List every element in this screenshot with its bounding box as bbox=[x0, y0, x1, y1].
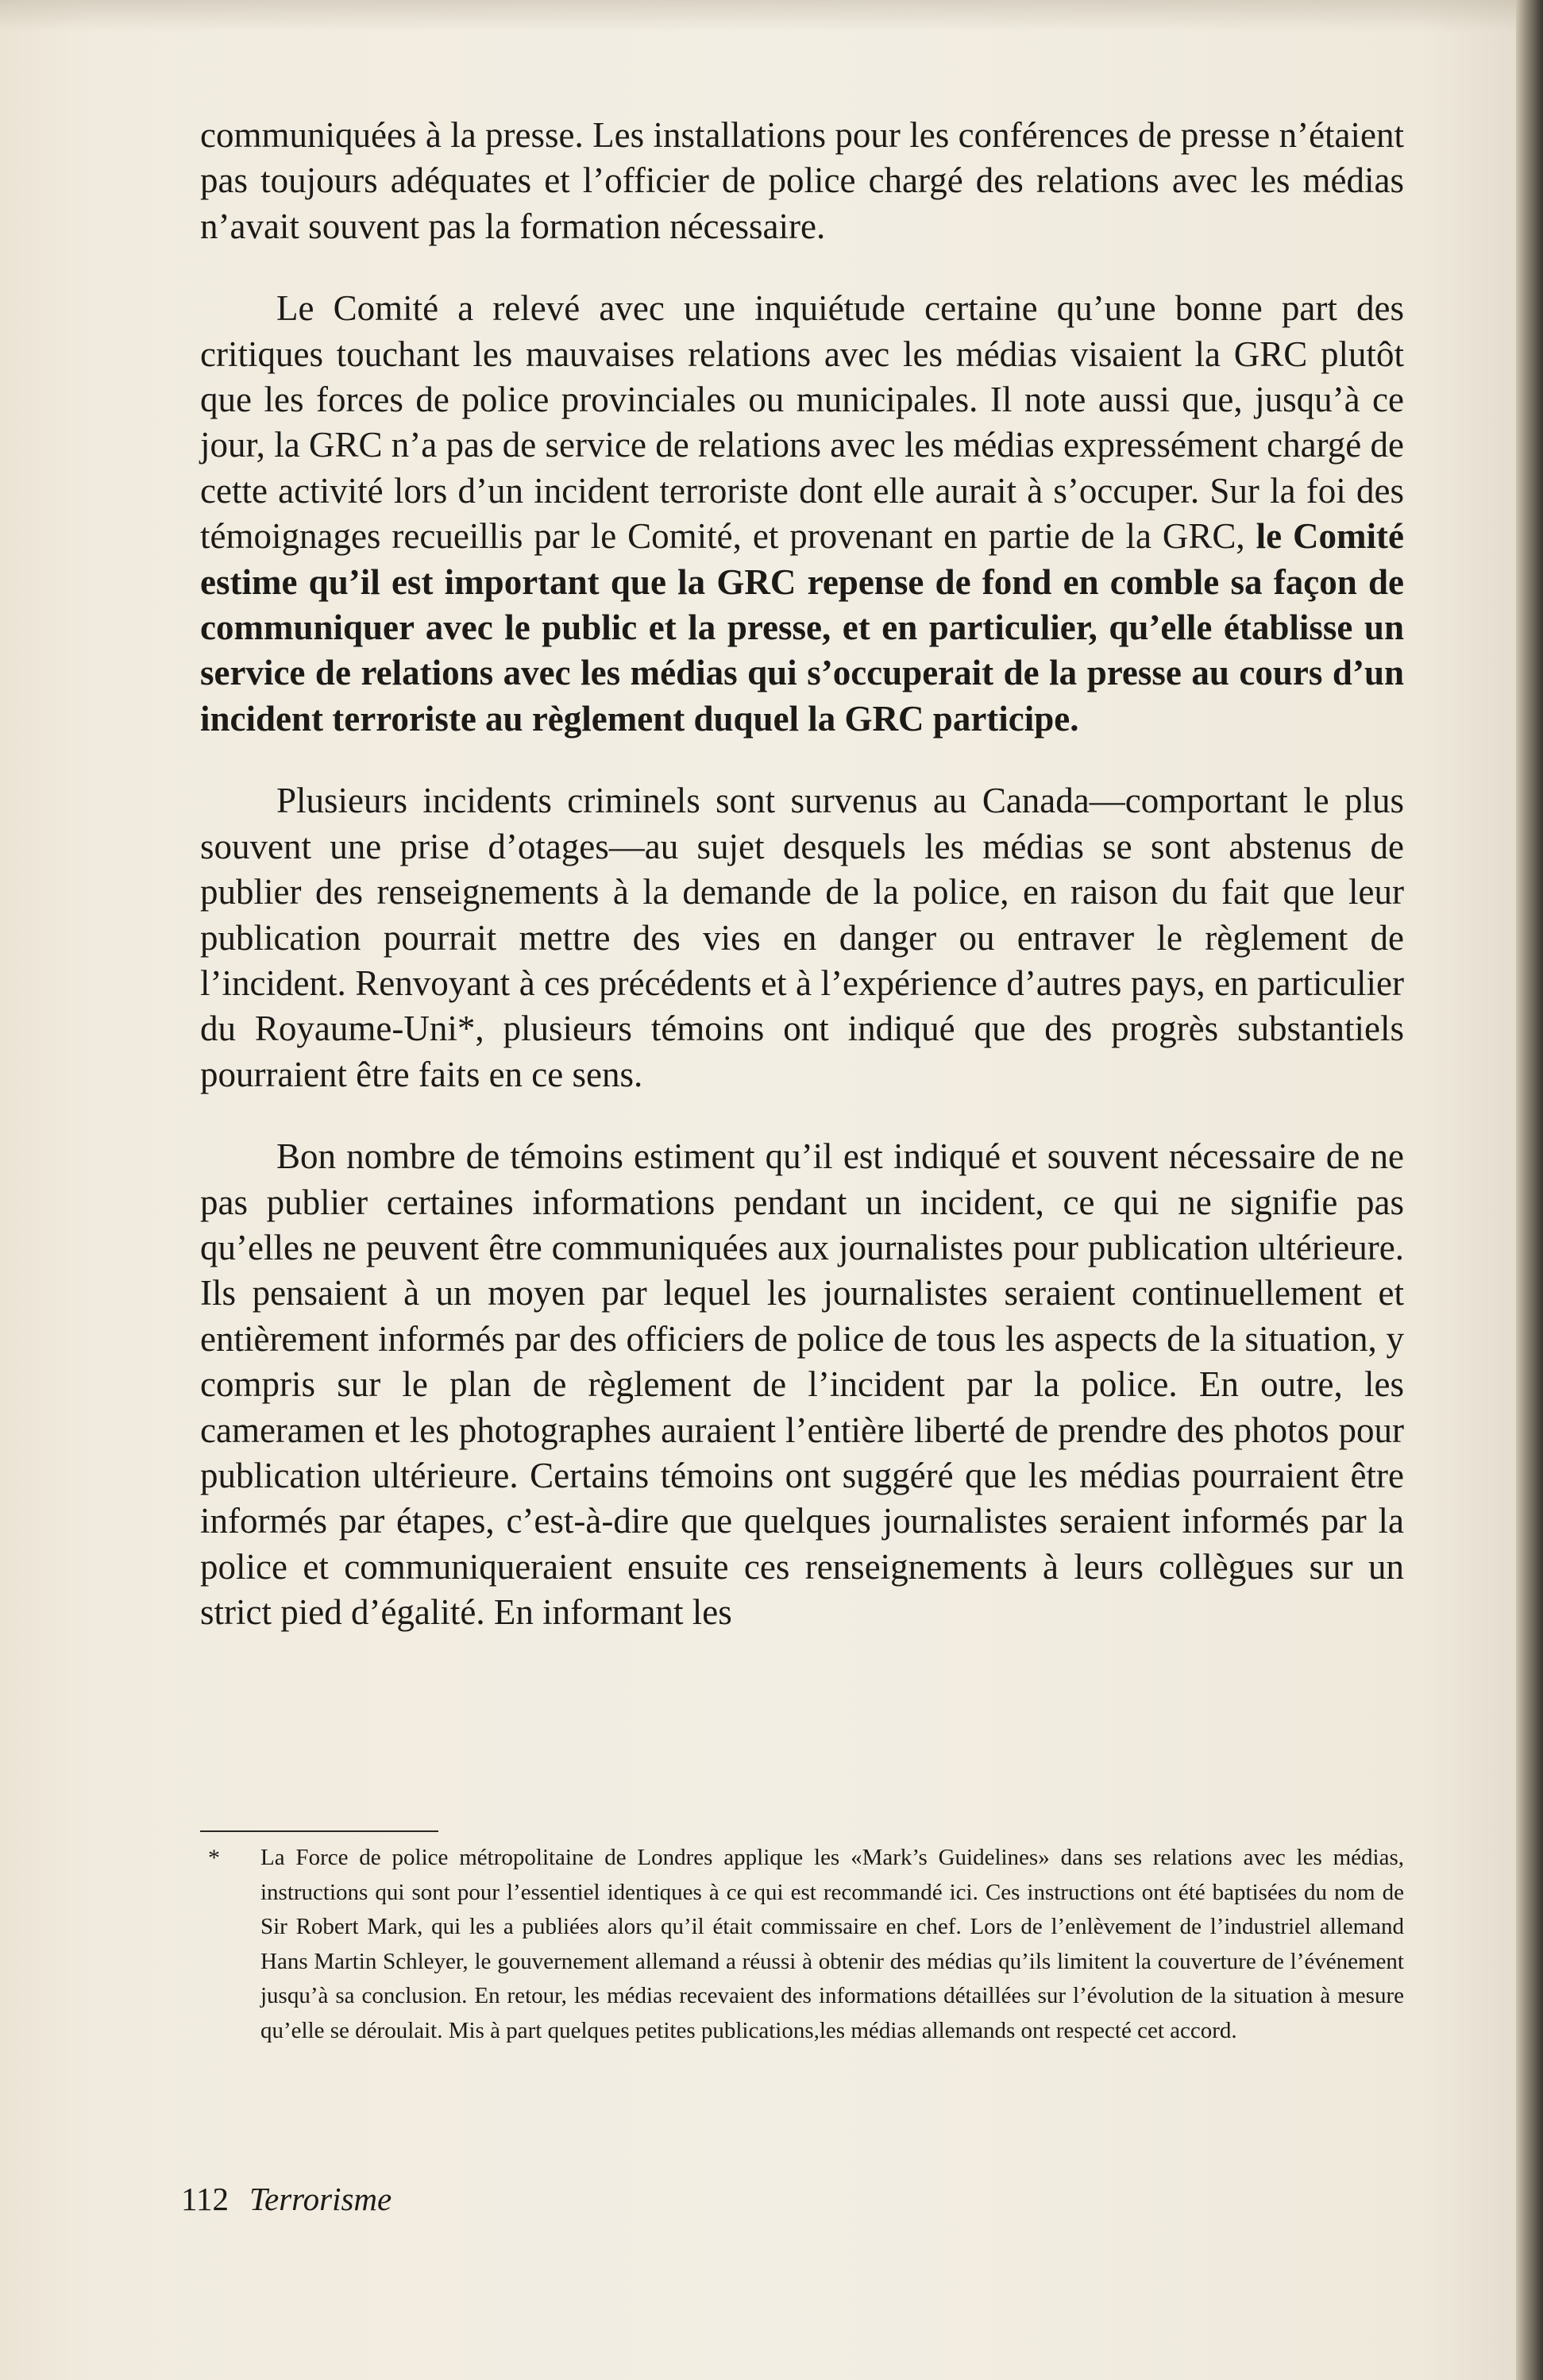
paragraph-2-bold-recommendation: le Comité estime qu’il est important que la GRC repense de fond en comble sa façon de communiquer avec le public et la presse, et en particulier, qu’elle établisse un service de relations avec les médias qui s’occuperait de la presse au cours d’un incident terroriste au règlement duquel la GRC participe. bbox=[200, 516, 1405, 739]
paragraph-3: Plusieurs incidents criminels sont survenus au Canada—comportant le plus souvent une prise d’otages—au sujet desquels les médias se sont abstenus de publier des renseignements à la demande de la police, en raison du fait que leur publication pourrait mettre des vies en danger ou entraver le règlement de l’incident. Renvoyant à ces précédents et à l’expérience d’autres pays, en particulier du Royaume-Uni*, plusieurs témoins ont indiqué que des progrès substantiels pourraient être faits en ce sens. bbox=[200, 781, 1404, 1094]
paragraph-2 bbox=[200, 286, 1404, 742]
page-top-shadow bbox=[0, 0, 1543, 32]
paragraph-2-plain: Le Comité a relevé avec une inquiétude certaine qu’une bonne part des critiques touchant les mauvaises relations avec les médias visaient la GRC plutôt que les forces de police provinciales ou municipales. Il note aussi que, jusqu’à ce jour, la GRC n’a pas de service de relations avec les médias expressément chargé de cette activité lors d’un incident terroriste dont elle aurait à s’occuper. Sur la foi des témoignages recueillis par le Comité, et provenant en partie de la GRC, bbox=[200, 288, 1404, 557]
footnote bbox=[200, 1841, 1404, 2049]
footnote-divider bbox=[200, 1830, 438, 1832]
paragraph-4: Bon nombre de témoins estiment qu’il est indiqué et souvent nécessaire de ne pas publier certaines informations pendant un incident, ce qui ne signifie pas qu’elles ne peuvent être communiquées aux journalistes pour publication ultérieure. Ils pensaient à un moyen par lequel les journalistes seraient continuellement et entièrement informés par des officiers de police de tous les aspects de la situation, y compris sur le plan de règlement de l’incident par la police. En outre, les cameramen et les photographes auraient l’entière liberté de prendre des photos pour publication ultérieure. Certains témoins ont suggéré que les médias pourraient être informés par étapes, c’est-à-dire que quelques journalistes seraient informés par la police et communiqueraient ensuite ces renseignements à leurs collègues sur un strict pied d’égalité. En informant les bbox=[200, 1136, 1404, 1633]
footnote-marker: * bbox=[208, 1845, 220, 1871]
paragraph-1: communiquées à la presse. Les installations pour les conférences de presse n’étaient pas toujours adéquates et l’officier de police chargé des relations avec les médias n’avait souvent pas la formation nécessaire. bbox=[200, 115, 1404, 246]
body-text bbox=[200, 113, 1404, 1672]
running-title: Terrorisme bbox=[249, 2181, 392, 2217]
page-binding-edge bbox=[1516, 0, 1543, 2380]
footnote-text: La Force de police métropolitaine de Londres applique les «Mark’s Guidelines» dans ses relations avec les médias, instructions qui sont pour l’essentiel identiques à ce qui est recommandé ici. Ces instructions ont été baptisées du nom de Sir Robert Mark, qui les a publiées alors qu’il était commissaire en chef. Lors de l’enlèvement de l’industriel allemand Hans Martin Schleyer, le gouvernement allemand a réussi à obtenir des médias qu’ils limitent la couverture de l’événement jusqu’à sa conclusion. En retour, les médias recevaient des informations détaillées sur l’évolution de la situation à mesure qu’elle se déroulait. Mis à part quelques petites publications,les médias allemands ont respecté cet accord. bbox=[260, 1845, 1404, 2043]
page-number: 112 bbox=[181, 2181, 229, 2217]
page-footer bbox=[181, 2179, 392, 2219]
